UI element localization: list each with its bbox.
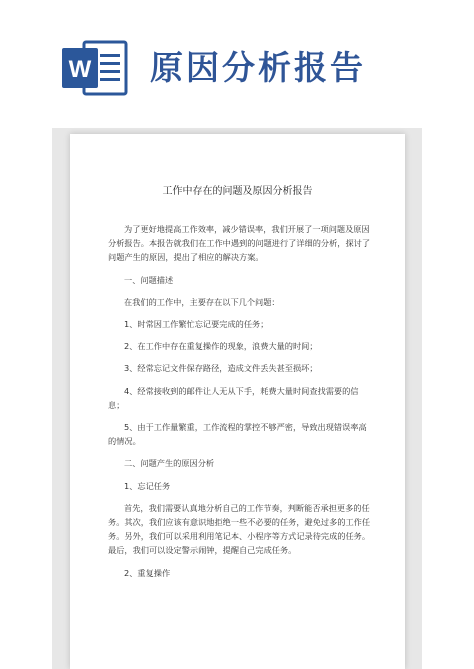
- section-heading-1: 一、问题描述: [124, 274, 174, 285]
- subsection-heading: 2、重复操作: [124, 567, 171, 578]
- document-body: [108, 222, 370, 588]
- list-item: 2、在工作中存在重复操作的现象，浪费大量的时间；: [124, 341, 318, 352]
- list-item: 3、经常忘记文件保存路径，造成文件丢失甚至损坏；: [124, 363, 318, 374]
- document-page: [70, 134, 405, 669]
- paragraph: 在我们的工作中，主要存在以下几个问题：: [124, 296, 280, 307]
- paragraph: 首先，我们需要认真地分析自己的工作节奏，判断能否承担更多的任务。其次，我们应该有意识地拒绝一些不必要的任务，避免过多的工作任务。另外，我们可以采用利用笔记本、小程序等方式记录待完成的任务。最后，我们可以设定警示闹钟，提醒自己完成任务。: [108, 502, 371, 556]
- word-logo-letter: W: [68, 56, 92, 83]
- banner: [0, 0, 474, 120]
- list-item: 4、经常接收到的邮件让人无从下手，耗费大量时间查找需要的信息；: [108, 385, 359, 410]
- subsection-heading: 1、忘记任务: [124, 480, 171, 491]
- document-title: 工作中存在的问题及原因分析报告: [162, 186, 313, 197]
- paragraph-intro: 为了更好地提高工作效率，减少错误率，我们开展了一项问题及原因分析报告。本报告就我们在工作中遇到的问题进行了详细的分析，探讨了问题产生的原因，提出了相应的解决方案。: [108, 224, 371, 263]
- list-item: 5、由于工作量繁重，工作流程的掌控不够严密，导致出现错误率高的情况。: [108, 422, 367, 447]
- section-heading-2: 二、问题产生的原因分析: [124, 458, 215, 469]
- banner-title: 原因分析报告: [150, 48, 366, 87]
- word-icon: [62, 38, 130, 98]
- list-item: 1、时常因工作繁忙忘记要完成的任务；: [124, 319, 269, 330]
